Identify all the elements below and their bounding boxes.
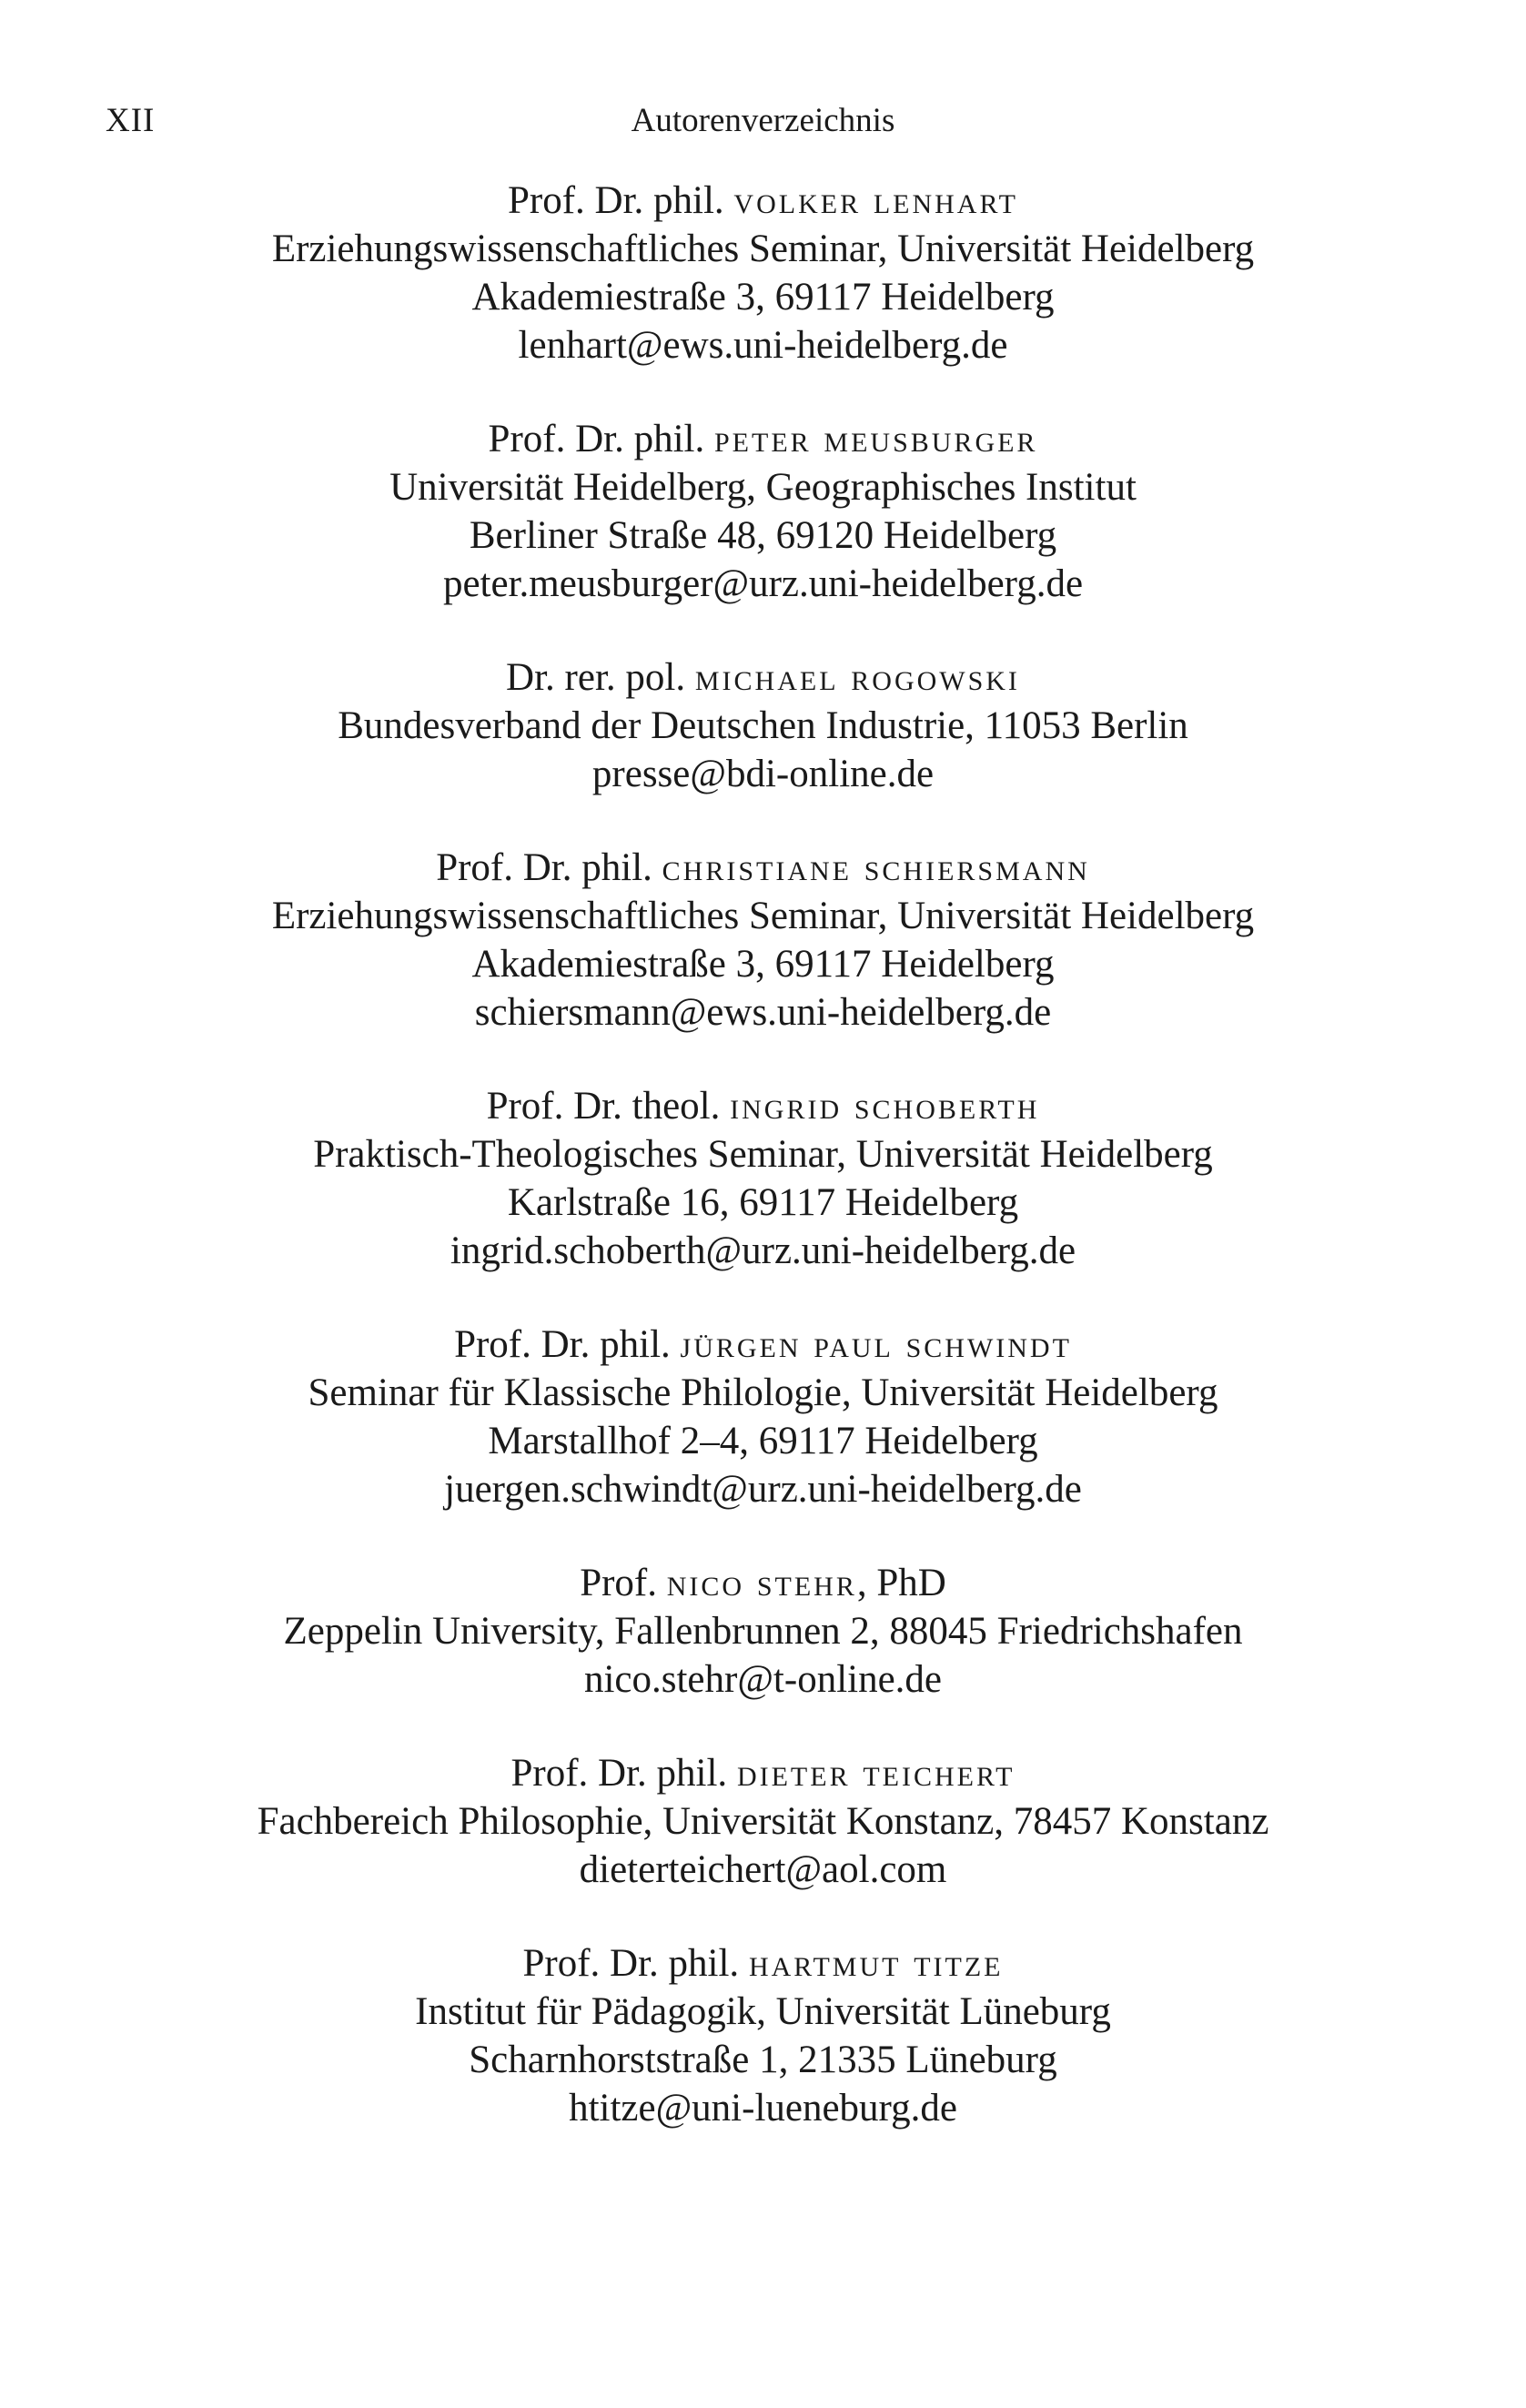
author-list bbox=[0, 177, 1526, 2178]
author-affiliation: Institut für Pädagogik, Universität Lüneburg bbox=[415, 1990, 1111, 2033]
author-email: dieterteichert@aol.com bbox=[579, 1848, 947, 1891]
author-title: Prof. Dr. phil. bbox=[436, 846, 662, 889]
author-address: Akademiestraße 3, 69117 Heidelberg bbox=[471, 276, 1055, 319]
author-name-suffix: , PhD bbox=[856, 1562, 946, 1604]
author-entry bbox=[0, 1939, 1526, 2132]
author-title: Prof. Dr. theol. bbox=[486, 1085, 731, 1128]
author-name-line bbox=[0, 1559, 1526, 1607]
author-title: Prof. bbox=[580, 1562, 667, 1604]
author-address: Scharnhorststraße 1, 21335 Lüneburg bbox=[469, 2039, 1057, 2081]
author-address: Berliner Straße 48, 69120 Heidelberg bbox=[469, 514, 1057, 557]
author-name: volker lenhart bbox=[733, 179, 1019, 222]
author-name-line bbox=[0, 1082, 1526, 1130]
author-name: ingrid schoberth bbox=[730, 1085, 1040, 1128]
author-name-line bbox=[0, 177, 1526, 225]
author-entry bbox=[0, 1082, 1526, 1275]
author-email: schiersmann@ews.uni-heidelberg.de bbox=[474, 991, 1052, 1034]
author-name-line bbox=[0, 653, 1526, 702]
author-name-line bbox=[0, 1939, 1526, 1988]
author-address: Akademiestraße 3, 69117 Heidelberg bbox=[471, 943, 1055, 986]
author-affiliation: Universität Heidelberg, Geographisches Institut bbox=[389, 466, 1137, 509]
author-email: peter.meusburger@urz.uni-heidelberg.de bbox=[442, 562, 1084, 605]
running-title: Autorenverzeichnis bbox=[631, 102, 895, 139]
author-title: Prof. Dr. phil. bbox=[488, 418, 714, 460]
author-affiliation: Erziehungswissenschaftliches Seminar, Universität Heidelberg bbox=[271, 895, 1255, 937]
author-name: christiane schiersmann bbox=[662, 846, 1090, 889]
author-entry bbox=[0, 177, 1526, 369]
author-entry bbox=[0, 1320, 1526, 1513]
author-title: Prof. Dr. phil. bbox=[454, 1323, 681, 1366]
author-name-line bbox=[0, 1320, 1526, 1369]
running-head bbox=[0, 98, 1526, 144]
author-title: Prof. Dr. phil. bbox=[507, 179, 734, 222]
author-title: Prof. Dr. phil. bbox=[510, 1752, 737, 1795]
author-affiliation: Zeppelin University, Fallenbrunnen 2, 88045 Friedrichshafen bbox=[283, 1610, 1243, 1653]
author-name: jürgen paul schwindt bbox=[680, 1323, 1072, 1366]
author-affiliation: Erziehungswissenschaftliches Seminar, Universität Heidelberg bbox=[271, 228, 1255, 270]
author-entry bbox=[0, 844, 1526, 1037]
author-entry bbox=[0, 653, 1526, 798]
author-email: htitze@uni-lueneburg.de bbox=[569, 2087, 957, 2130]
author-email: nico.stehr@t-online.de bbox=[583, 1658, 943, 1701]
author-name-line bbox=[0, 844, 1526, 892]
author-affiliation: Seminar für Klassische Philologie, Universität Heidelberg bbox=[308, 1371, 1218, 1414]
author-address: Karlstraße 16, 69117 Heidelberg bbox=[507, 1181, 1019, 1224]
author-email: lenhart@ews.uni-heidelberg.de bbox=[518, 324, 1008, 367]
author-name-line bbox=[0, 415, 1526, 463]
author-email: juergen.schwindt@urz.uni-heidelberg.de bbox=[444, 1468, 1082, 1511]
author-name: dieter teichert bbox=[736, 1752, 1016, 1795]
author-address: Marstallhof 2–4, 69117 Heidelberg bbox=[488, 1420, 1038, 1462]
page-number: XII bbox=[106, 102, 156, 139]
author-entry bbox=[0, 1749, 1526, 1894]
author-title: Dr. rer. pol. bbox=[506, 656, 695, 699]
author-entry bbox=[0, 1559, 1526, 1704]
author-affiliation: Praktisch-Theologisches Seminar, Universität Heidelberg bbox=[313, 1133, 1213, 1176]
author-name: hartmut titze bbox=[748, 1942, 1004, 1985]
author-affiliation: Bundesverband der Deutschen Industrie, 11053 Berlin bbox=[338, 704, 1188, 747]
author-name: peter meusburger bbox=[713, 418, 1038, 460]
author-name: nico stehr bbox=[666, 1562, 857, 1604]
author-affiliation: Fachbereich Philosophie, Universität Konstanz, 78457 Konstanz bbox=[257, 1800, 1269, 1843]
author-name: michael rogowski bbox=[694, 656, 1020, 699]
author-email: presse@bdi-online.de bbox=[591, 753, 935, 795]
author-title: Prof. Dr. phil. bbox=[522, 1942, 749, 1985]
author-entry bbox=[0, 415, 1526, 608]
author-name-line bbox=[0, 1749, 1526, 1797]
author-email: ingrid.schoberth@urz.uni-heidelberg.de bbox=[450, 1229, 1076, 1272]
